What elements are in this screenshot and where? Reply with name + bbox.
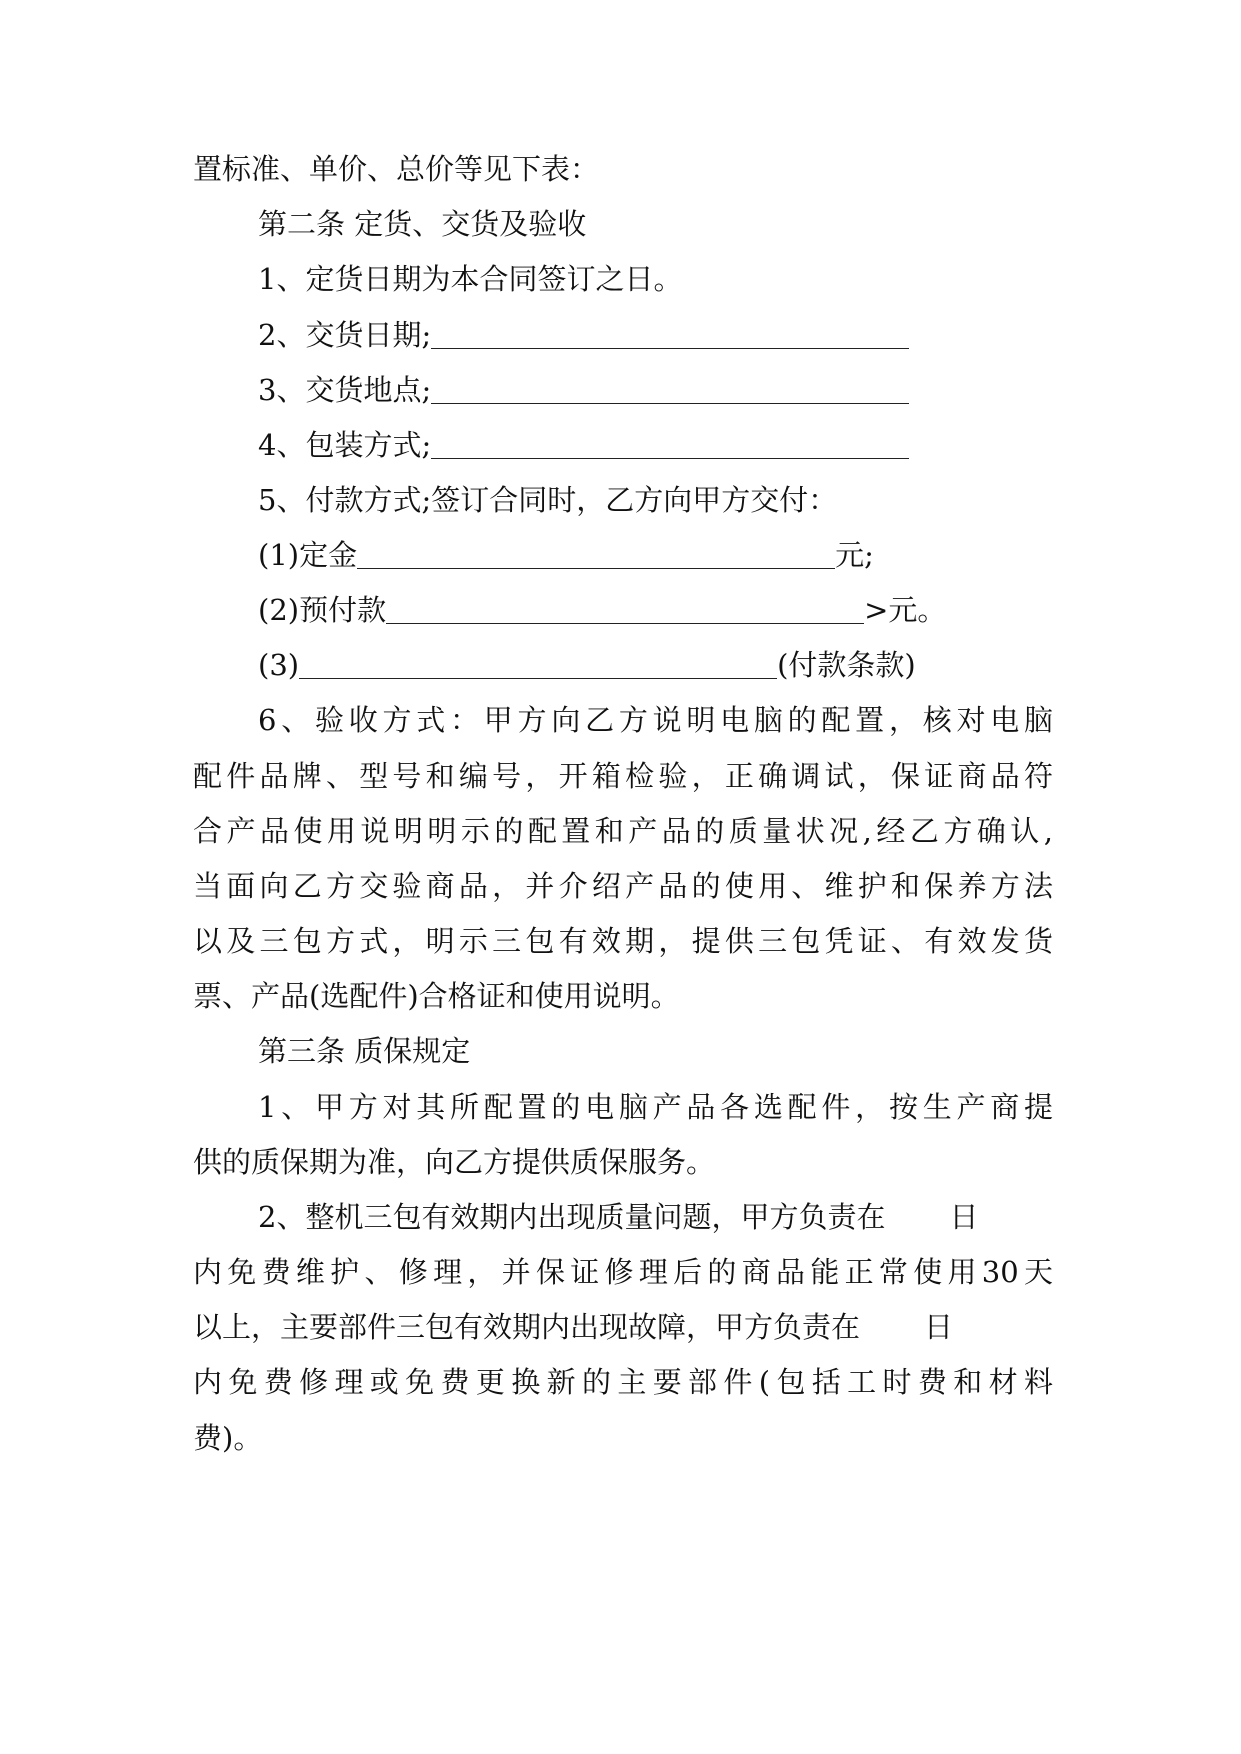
text-line: 票、产品(选配件)合格证和使用说明。 <box>193 979 680 1013</box>
text-line: 内免费维护、修理，并保证修理后的商品能正常使用30天 <box>193 1255 1053 1289</box>
text-line: 以及三包方式，明示三包有效期，提供三包凭证、有效发货 <box>193 924 1053 958</box>
text-line: 供的质保期为准，向乙方提供质保服务。 <box>193 1145 716 1179</box>
fill-blank <box>357 538 835 569</box>
payment-line <box>258 644 1053 686</box>
clause-line <box>258 314 1053 356</box>
text-segment: 以上，主要部件三包有效期内出现故障，甲方负责在 <box>193 1310 861 1344</box>
fill-blank <box>431 428 909 459</box>
text-line: 置标准、单价、总价等见下表： <box>193 152 600 186</box>
payment-label: (2)预付款 <box>258 593 387 627</box>
payment-line <box>258 589 1053 631</box>
clause-line: 1、定货日期为本合同签订之日。 <box>258 262 683 296</box>
clause-line <box>258 369 1053 411</box>
clause-label: 4、包装方式; <box>258 428 432 462</box>
fill-blank <box>299 648 777 679</box>
clause-label: 2、交货日期; <box>258 318 432 352</box>
fill-blank <box>431 373 909 404</box>
text-segment: 日 <box>949 1200 979 1234</box>
clause-label: 3、交货地点; <box>258 373 432 407</box>
payment-label: (1)定金 <box>258 538 358 572</box>
payment-label: (3) <box>258 648 300 682</box>
text-line: 内免费修理或免费更换新的主要部件(包括工时费和材料 <box>193 1365 1053 1399</box>
fill-blank <box>431 318 909 349</box>
payment-unit: >元。 <box>864 593 947 627</box>
text-line: 当面向乙方交验商品，并介绍产品的使用、维护和保养方法 <box>193 869 1053 903</box>
clause-line <box>258 424 1053 466</box>
payment-line <box>258 534 1053 576</box>
text-segment: 2、整机三包有效期内出现质量问题，甲方负责在 <box>258 1200 886 1234</box>
text-line: 费)。 <box>193 1421 263 1455</box>
payment-terms: (付款条款) <box>777 648 916 682</box>
payment-unit: 元; <box>835 538 874 572</box>
text-line: 配件品牌、型号和编号，开箱检验，正确调试，保证商品符 <box>193 759 1053 793</box>
text-segment: 日 <box>924 1310 954 1344</box>
section-heading: 第三条 质保规定 <box>258 1034 471 1068</box>
text-line <box>193 1306 1053 1348</box>
fill-blank <box>386 593 864 624</box>
section-heading: 第二条 定货、交货及验收 <box>258 207 587 241</box>
clause-line: 5、付款方式;签订合同时，乙方向甲方交付： <box>258 483 838 517</box>
text-line: 1、甲方对其所配置的电脑产品各选配件，按生产商提 <box>258 1090 1053 1124</box>
text-line: 6、验收方式：甲方向乙方说明电脑的配置，核对电脑 <box>258 703 1053 737</box>
text-line: 合产品使用说明明示的配置和产品的质量状况,经乙方确认, <box>193 814 1053 848</box>
text-line <box>258 1196 1053 1238</box>
